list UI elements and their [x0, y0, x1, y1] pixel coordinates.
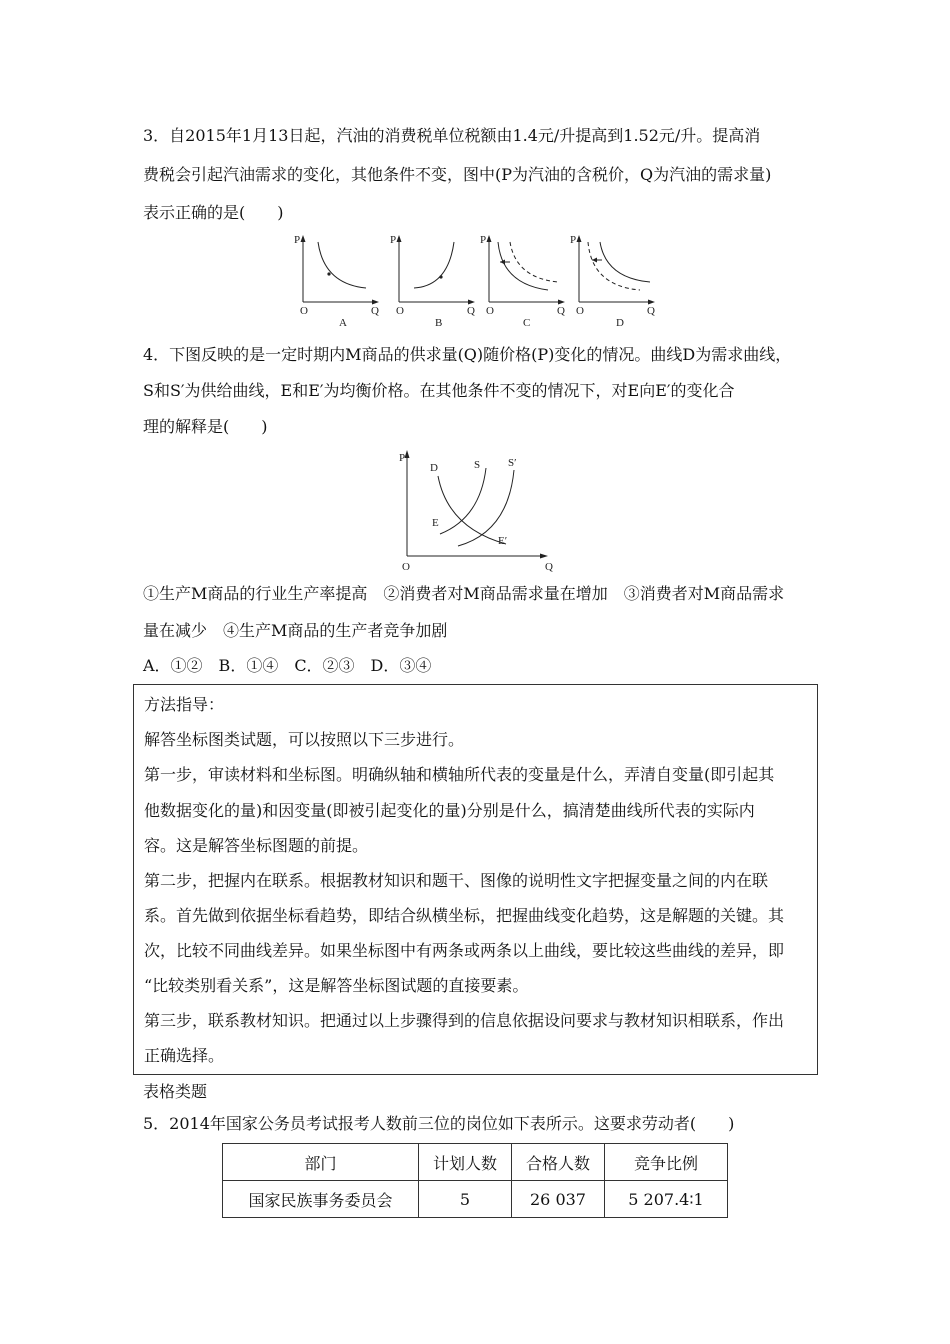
graph-b-p-label: P: [390, 234, 397, 246]
q5-line: 5．2014年国家公务员考试报考人数前三位的岗位如下表所示。这要求劳动者( ): [143, 1114, 735, 1133]
graph-d-o-label: O: [576, 305, 584, 317]
graph-b-letter: B: [435, 317, 443, 329]
graph-a-o-label: O: [300, 305, 308, 317]
graph-c: [478, 232, 568, 332]
graph-d-q-label: Q: [647, 305, 655, 317]
q3-line-3: 表示正确的是( ): [143, 203, 284, 222]
graph-d-p-label: P: [570, 234, 577, 246]
graph-d-letter: D: [616, 317, 624, 329]
q4-line-2: S和S′为供给曲线，E和E′为均衡价格。在其他条件不变的情况下，对E向E′的变化合: [143, 381, 735, 400]
method-line-3: 第一步，审读材料和坐标图。明确纵轴和横轴所代表的变量是什么，弄清自变量(即引起其: [144, 765, 775, 784]
table-header-cell: 合格人数: [512, 1144, 605, 1181]
equilibrium-e2-label: E′: [498, 535, 508, 547]
table-cell: 5: [419, 1181, 512, 1218]
graph-d: [568, 232, 660, 332]
method-line-4: 他数据变化的量)和因变量(即被引起变化的量)分别是什么，搞清楚曲线所代表的实际内: [144, 801, 755, 820]
q4-options-line-1: ①生产M商品的行业生产率提高 ②消费者对M商品需求量在增加 ③消费者对M商品需求: [143, 584, 785, 603]
graph-b: [388, 232, 478, 332]
section-title: 表格类题: [143, 1082, 208, 1101]
method-line-9: “比较类别看关系”，这是解答坐标图试题的直接要素。: [144, 976, 529, 995]
graph-q-label: Q: [545, 561, 553, 573]
graph-b-o-label: O: [396, 305, 404, 317]
table-cell: 26 037: [512, 1181, 605, 1218]
table-header-row: [223, 1144, 728, 1181]
method-line-8: 次，比较不同曲线差异。如果坐标图中有两条或两条以上曲线，要比较这些曲线的差异，即: [144, 941, 785, 960]
table-cell: 国家民族事务委员会: [223, 1181, 419, 1218]
q4-line-1: 4．下图反映的是一定时期内M商品的供求量(Q)随价格(P)变化的情况。曲线D为需求曲线，: [143, 345, 792, 364]
supply-curve-2-label: S′: [508, 457, 517, 469]
table-header-cell: 竞争比例: [605, 1144, 728, 1181]
graph-b-q-label: Q: [467, 305, 475, 317]
q4-line-3: 理的解释是( ): [143, 417, 268, 436]
table-row: [223, 1181, 728, 1218]
graph-c-o-label: O: [486, 305, 494, 317]
graph-a-p-label: P: [294, 234, 301, 246]
method-guide-box: [133, 684, 818, 1075]
graph-a: [292, 232, 382, 332]
q4-choices: A．①② B．①④ C．②③ D．③④: [143, 656, 432, 675]
q4-options-line-2: 量在减少 ④生产M商品的生产者竞争加剧: [143, 621, 448, 640]
method-line-7: 系。首先做到依据坐标看趋势，即结合纵横坐标，把握曲线变化趋势，这是解题的关键。其: [144, 906, 785, 925]
graph-c-letter: C: [523, 317, 531, 329]
method-line-5: 容。这是解答坐标图题的前提。: [144, 836, 369, 855]
graph-c-q-label: Q: [557, 305, 565, 317]
graph-o-label: O: [402, 561, 410, 573]
graph-p-label: P: [399, 452, 406, 464]
equilibrium-e-label: E: [432, 517, 439, 529]
table-header-cell: 部门: [223, 1144, 419, 1181]
graph-a-letter: A: [339, 317, 347, 329]
method-line-6: 第二步，把握内在联系。根据教材知识和题干、图像的说明性文字把握变量之间的内在联: [144, 871, 769, 890]
graph-c-p-label: P: [480, 234, 487, 246]
q3-line-1: 3．自2015年1月13日起，汽油的消费税单位税额由1.4元/升提高到1.52元/升。提高消: [143, 126, 761, 145]
table-cell: 5 207.4∶1: [605, 1181, 728, 1218]
supply-curve-label: S: [474, 459, 481, 471]
method-line-1: 方法指导：: [144, 695, 225, 714]
method-line-2: 解答坐标图类试题，可以按照以下三步进行。: [144, 730, 465, 749]
method-line-10: 第三步，联系教材知识。把通过以上步骤得到的信息依据设问要求与教材知识相联系，作出: [144, 1011, 785, 1030]
graph-a-q-label: Q: [371, 305, 379, 317]
demand-curve-label: D: [430, 462, 438, 474]
supply-demand-graph: [390, 448, 560, 576]
method-line-11: 正确选择。: [144, 1046, 225, 1065]
competition-table: [222, 1143, 728, 1218]
table-header-cell: 计划人数: [419, 1144, 512, 1181]
q3-line-2: 费税会引起汽油需求的变化，其他条件不变，图中(P为汽油的含税价，Q为汽油的需求量): [143, 165, 772, 184]
